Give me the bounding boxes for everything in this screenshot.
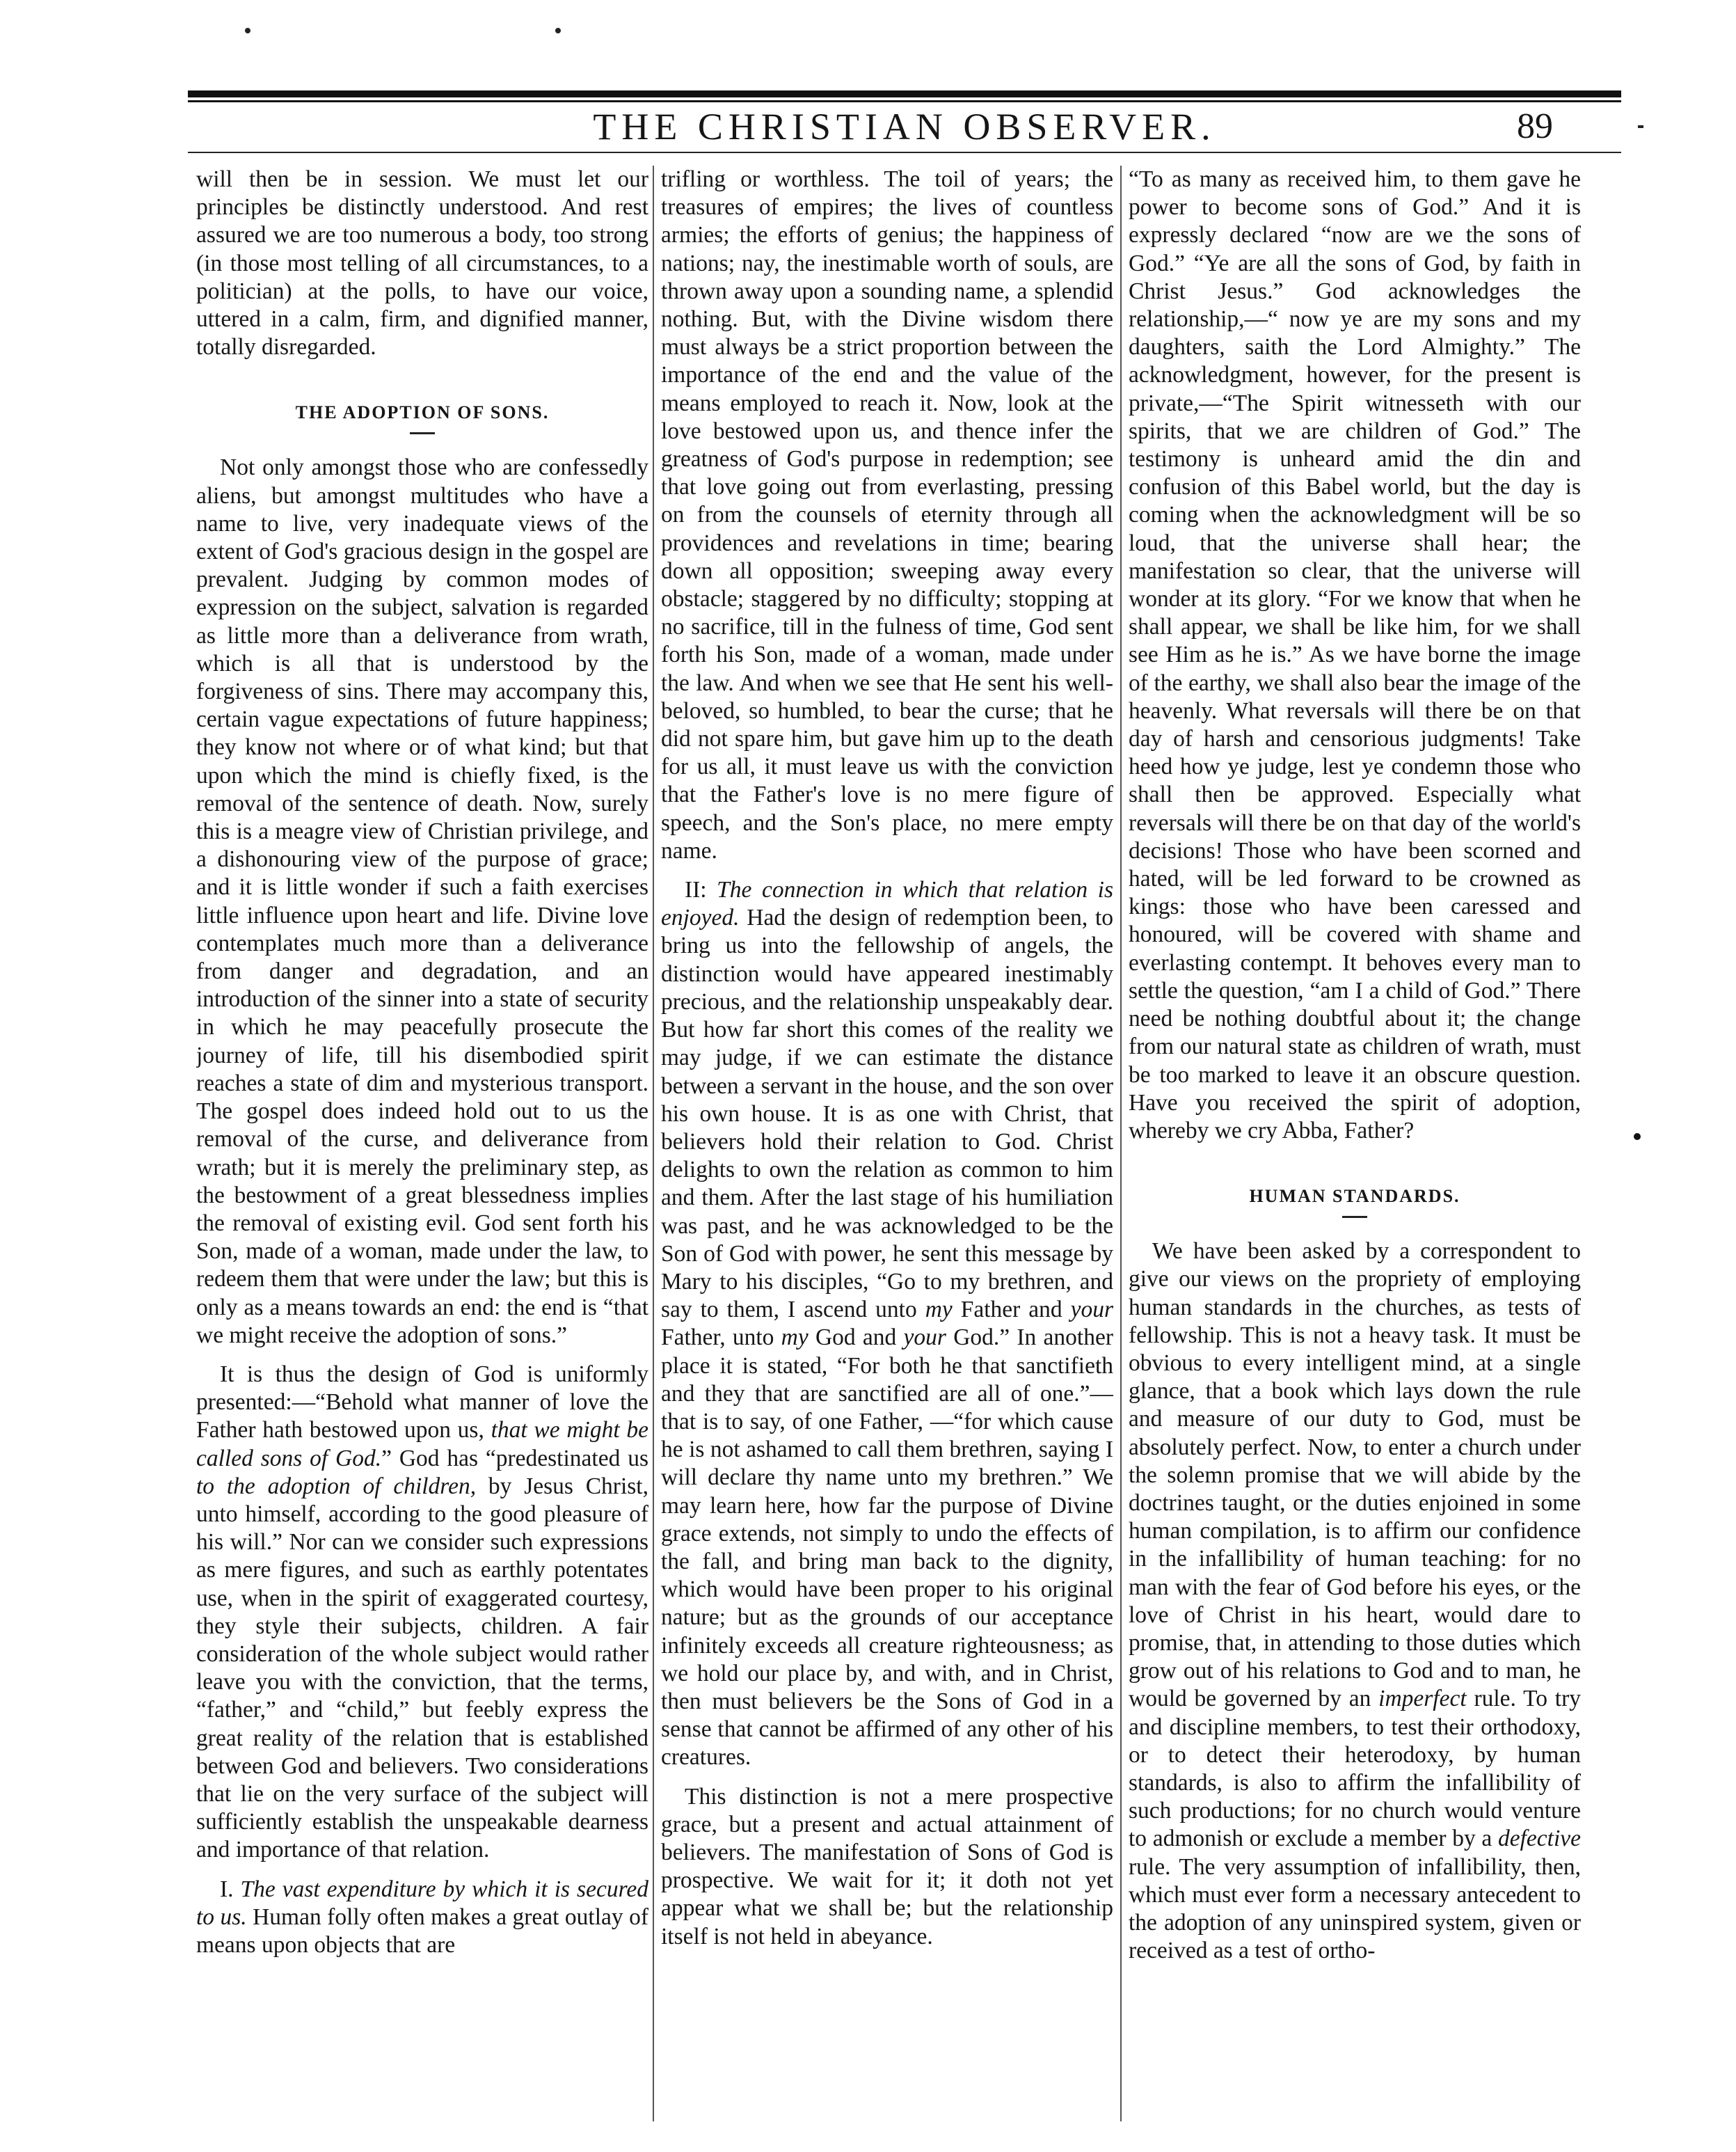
heading-dash xyxy=(410,432,435,434)
paragraph: This distinction is not a mere prospective grace, but a present and actual attainment of believers. The manifestation of Sons of God is prospective. We wait for it; it doth not yet appear what we shall be; but the relationship itself is not held in abeyance. xyxy=(661,1783,1113,1949)
paragraph: will then be in session. We must let our principles be distinctly understood. And rest assured we are too numerous a body, too strong (in those most telling of all circumstances, to a politician) at the polls, to have our voice, uttered in a calm, firm, and dignified manner, totally disregarded. xyxy=(196,166,648,361)
text-run: It is thus the design of God is uniformly presented:—“Behold what manner of love the Father hath bestowed upon us, xyxy=(196,1361,648,1443)
paragraph xyxy=(196,1361,648,1865)
column-middle xyxy=(661,166,1113,2121)
text-run: ” God has “predestinated us xyxy=(381,1445,648,1471)
paragraph: Not only amongst those who are confessedly aliens, but amongst multitudes who have a name to live, very inadequate views of the extent of God's gracious design in the gospel are prevalent. Judging by common modes of expression on the subject, salvation is regarded as little more than a deliverance from wrath, which is all that is understood by the forgiveness of sins. There may accompany this, certain vague expectations of future happiness; they know not where or of what kind; but that upon which the mind is chiefly fixed, is the removal of the sentence of death. Now, surely this is a meagre view of Christian privilege, and a dishonouring view of the purpose of grace; and it is little wonder if such a faith exercises little influence upon heart and life. Divine love contemplates much more than a deliverance from danger and degradation, and an introduction of the sinner into a state of security in which he may peacefully prosecute the journey of life, till his disembodied spirit reaches a state of dim and mysterious transport. The gospel does indeed hold out to us the removal of the curse, and deliverance from wrath; but it is merely the preliminary step, as the bestowment of a great blessedness implies the removal of existing evil. God sent forth his Son, made of a woman, made under the law, to redeem them that were under the law; but this is only as a means towards an end: the end is “that we might receive the adoption of sons.” xyxy=(196,454,648,1348)
speck-mark xyxy=(245,28,250,33)
paragraph xyxy=(661,876,1113,1772)
section-title: The vast expenditure by which it is secured to us. xyxy=(196,1876,648,1930)
section-number: II: xyxy=(685,877,717,903)
paragraph: “To as many as received him, to them gave he power to become sons of God.” And it is expressly declared “now are we the sons of God.” “Ye are all the sons of God, by faith in Christ Jesus.” God acknowledges the relationship,—“ now ye are my sons and my daughters, saith the Lord Almighty.” The acknowledgment, however, for the present is private,—“The Spirit witnesseth with our spirits, that we are children of God.” The testimony is unheard amid the din and confusion of this Babel world, but the day is coming when the acknowledgment will be so loud, that the universe shall hear; the manifestation so clear, that the universe will wonder at its glory. “For we know that when he shall appear, we shall be like him, for we shall see Him as he is.” As we have borne the image of the earthy, we shall also bear the image of the heavenly. What reversals will there be on that day of harsh and censorious judgments! Take heed how ye judge, lest ye condemn those who shall then be approved. Especially what reversals will there be on that day of the world's decisions! Those who have been scorned and hated, will be led forward to be crowned as kings: those who have been caressed and honoured, will be covered with shame and everlasting contempt. It behoves every man to settle the question, “am I a child of God.” There need be nothing doubtful about it; the change from our natural state as children of wrath, must be too marked to leave it an obscure question. Have you received the spirit of adoption, whereby we cry Abba, Father? xyxy=(1129,166,1581,1144)
italic-run: your xyxy=(903,1324,946,1351)
text-run: God and xyxy=(808,1324,904,1351)
text-run: Father, unto xyxy=(661,1324,781,1351)
paragraph xyxy=(1129,1237,1581,1965)
text-run: Had the design of redemption been, to bring us into the fellowship of angels, the distinction would have appeared inestimably precious, and the relationship unspeakably dear. But how far short this comes of the reality we may judge, if we can estimate the distance between a servant in the house, and the son over his own house. It is as one with Christ, that believers hold their relation to God. Christ delights to own the relation as common to him and them. After the last stage of his humiliation was past, and he was acknowledged to be the Son of God with power, he sent this message by Mary to his disciples, “Go to my brethren, and say to them, I ascend unto xyxy=(661,905,1113,1323)
column-right xyxy=(1129,166,1581,2121)
header-rule-thick xyxy=(188,90,1621,97)
column-left xyxy=(196,166,648,2121)
header-rule-under xyxy=(188,152,1621,153)
section-number: I. xyxy=(220,1876,241,1902)
paragraph xyxy=(196,1876,648,1960)
text-run: Father and xyxy=(952,1297,1071,1323)
text-run: by Jesus Christ, unto himself, according to the good pleasure of his will.” Nor can we consider such expressions as mere figures, and such as earthly potentates use, when in the spirit of exaggerated courtesy, they style their subjects, children. A fair consideration of the whole subject would rather leave you with the conviction, that the terms, “father,” and “child,” but feebly express the great reality of the relation that is established between God and believers. Two considerations that lie on the very surface of the subject will sufficiently establish the unspeakable dearness and importance of that relation. xyxy=(196,1473,648,1863)
italic-run: that we might be called sons of God. xyxy=(196,1417,648,1471)
italic-run: my xyxy=(781,1324,809,1351)
heading-dash xyxy=(1342,1216,1367,1218)
speck-mark xyxy=(1634,1133,1641,1140)
article-heading: THE ADOPTION OF SONS. xyxy=(295,402,550,423)
paragraph: trifling or worthless. The toil of years; the treasures of empires; the lives of countless armies; the efforts of genius; the happiness of nations; nay, the inestimable worth of souls, are thrown away upon a sounding name, a splendid nothing. But, with the Divine wisdom there must always be a strict proportion between the importance of the end and the value of the means employed to reach it. Now, look at the love bestowed upon us, and thence infer the greatness of God's purpose in redemption; see that love going out from everlasting, pressing on from the counsels of eternity through all providences and revelations in time; bearing down all opposition; sweeping away every obstacle; staggered by no difficulty; stopping at no sacrifice, till in the fulness of time, God sent forth his Son, made of a woman, made under the law. And when we see that He sent his well-beloved, so humbled, to bear the curse; that he did not spare him, but gave him up to the death for us all, it must leave us with the conviction that the Father's love is no mere figure of speech, and the Son's place, no mere empty name. xyxy=(661,166,1113,864)
italic-run: my xyxy=(925,1297,953,1323)
column-divider xyxy=(653,166,654,2121)
text-run: Human folly often makes a great outlay of means upon objects that are xyxy=(196,1904,648,1958)
section-title: The connection in which that relation is enjoyed. xyxy=(661,877,1113,931)
text-run: rule. The very assumption of infallibility, then, which must ever form a necessary antecedent to the adoption of any uninspired system, given or received as a test of ortho- xyxy=(1129,1853,1581,1964)
article-heading: HUMAN STANDARDS. xyxy=(1249,1186,1460,1207)
running-title: THE CHRISTIAN OBSERVER. xyxy=(593,106,1216,148)
speck-mark xyxy=(555,28,561,33)
page-number: 89 xyxy=(1517,106,1553,146)
italic-run: your xyxy=(1070,1297,1113,1323)
speck-mark xyxy=(1638,125,1643,128)
text-run: God.” In another place it is stated, “For both he that sanctifieth and they that are sanctified are all of one.”—that is to say, of one Father, —“for which cause he is not ashamed to call them brethren, saying I will declare thy name unto my brethren.” We may learn here, how far the purpose of Divine grace extends, not simply to undo the effects of the fall, and bring man back to the dignity, which would have been proper to his original nature; but as the grounds of our acceptance infinitely exceeds all creature righteousness; as we hold our place by, and with, and in Christ, then must believers be the Sons of God in a sense that cannot be affirmed of any other of his creatures. xyxy=(661,1324,1113,1771)
text-run: rule. To try and discipline members, to test their orthodoxy, or to detect their heterodoxy, by human standards, is also to affirm the infallibility of such productions; for no church would venture to admonish or exclude a member by a xyxy=(1129,1686,1581,1852)
column-divider xyxy=(1120,166,1122,2121)
italic-run: defective xyxy=(1497,1826,1581,1852)
italic-run: imperfect xyxy=(1378,1686,1467,1712)
header-rule-thin xyxy=(188,100,1621,102)
text-run: We have been asked by a correspondent to give our views on the propriety of employing human standards in the churches, as tests of fellowship. This is not a heavy task. It must be obvious to every intelligent mind, at a single glance, that a book which lays down the rule and measure of our duty to God, must be absolutely perfect. Now, to enter a church under the solemn promise that we will abide by the doctrines taught, or the duties enjoined in some human compilation, is to affirm our confidence in the infallibility of human teaching: for no man with the fear of God before his eyes, or the love of Christ in his heart, would dare to promise, that, in attending to those duties which grow out of his relations to God and to man, he would be governed by an xyxy=(1129,1238,1581,1712)
italic-run: to the adoption of children, xyxy=(196,1473,477,1499)
